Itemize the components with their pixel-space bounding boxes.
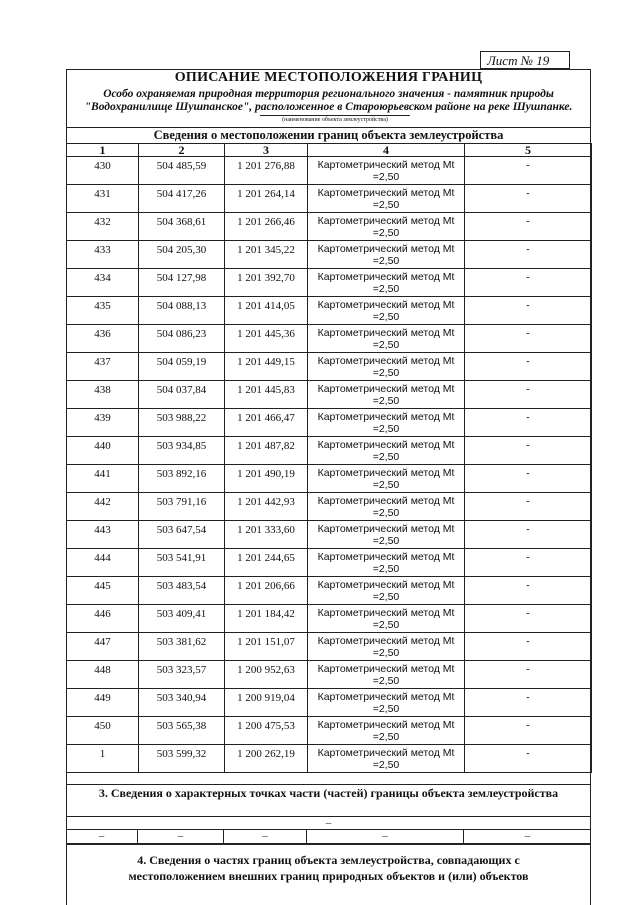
method-text: Картометрический метод Mt	[317, 467, 455, 479]
section-3-row	[66, 829, 591, 843]
column-header: 2	[139, 144, 225, 157]
table-row	[67, 437, 592, 465]
coordinate-x: 504 059,19	[156, 356, 207, 368]
coordinate-x: 503 323,57	[156, 664, 207, 676]
table-row	[67, 381, 592, 409]
coordinate-x: 503 791,16	[156, 496, 207, 508]
point-number: 448	[94, 664, 111, 676]
point-number: 450	[94, 720, 111, 732]
coordinate-x: 503 340,94	[156, 692, 207, 704]
coordinate-x: 504 485,59	[156, 160, 207, 172]
method-text: Картометрический метод Mt	[317, 663, 455, 675]
point-number: 433	[94, 244, 111, 256]
coordinate-y: 1 201 206,66	[237, 580, 295, 592]
table-row	[67, 353, 592, 381]
table-row	[67, 661, 592, 689]
method-text: Картометрический метод Mt	[317, 383, 455, 395]
coordinate-x: 503 381,62	[156, 636, 207, 648]
section-3-cell: –	[307, 829, 464, 843]
column-5-value: -	[526, 607, 530, 619]
column-5-value: -	[526, 635, 530, 647]
table-row	[67, 213, 592, 241]
coordinate-x: 504 127,98	[156, 272, 207, 284]
table-row	[67, 241, 592, 269]
subtitle-line-2: "Водохранилище Шушпанское", расположенное в Староюрьевском районе на реке Шушпанке.	[84, 101, 573, 113]
column-5-value: -	[526, 551, 530, 563]
coordinate-y: 1 201 333,60	[237, 524, 295, 536]
column-5-value: -	[526, 187, 530, 199]
coordinate-x: 503 599,32	[156, 748, 207, 760]
method-accuracy: =2,50	[372, 283, 400, 295]
column-5-value: -	[526, 495, 530, 507]
column-5-value: -	[526, 243, 530, 255]
coordinate-x: 503 565,38	[156, 720, 207, 732]
method-accuracy: =2,50	[372, 451, 400, 463]
coordinate-x: 503 483,54	[156, 580, 207, 592]
method-text: Картометрический метод Mt	[317, 691, 455, 703]
method-accuracy: =2,50	[372, 367, 400, 379]
coordinate-y: 1 201 264,14	[237, 188, 295, 200]
method-text: Картометрический метод Mt	[317, 271, 455, 283]
point-number: 434	[94, 272, 111, 284]
point-number: 441	[94, 468, 111, 480]
table-row	[67, 717, 592, 745]
method-accuracy: =2,50	[372, 703, 400, 715]
table-row	[67, 633, 592, 661]
table-row	[67, 521, 592, 549]
section-4-line-2: местоположением внешних границ природных объектов и (или) объектов	[128, 869, 529, 883]
coordinate-y: 1 200 475,53	[237, 720, 295, 732]
method-text: Картометрический метод Mt	[317, 411, 455, 423]
method-text: Картометрический метод Mt	[317, 355, 455, 367]
column-5-value: -	[526, 439, 530, 451]
coordinate-x: 504 088,13	[156, 300, 207, 312]
column-5-value: -	[526, 159, 530, 171]
document-title: ОПИСАНИЕ МЕСТОПОЛОЖЕНИЯ ГРАНИЦ	[174, 70, 483, 85]
column-5-value: -	[526, 327, 530, 339]
table-header-row	[67, 144, 592, 157]
method-accuracy: =2,50	[372, 759, 400, 771]
method-accuracy: =2,50	[372, 311, 400, 323]
coordinate-y: 1 201 244,65	[237, 552, 295, 564]
point-number: 445	[94, 580, 111, 592]
coordinate-x: 503 892,16	[156, 468, 207, 480]
point-number: 440	[94, 440, 111, 452]
table-row	[67, 325, 592, 353]
method-text: Картометрический метод Mt	[317, 747, 455, 759]
method-accuracy: =2,50	[372, 731, 400, 743]
coordinate-x: 504 086,23	[156, 328, 207, 340]
method-accuracy: =2,50	[372, 423, 400, 435]
point-number: 443	[94, 524, 111, 536]
coordinate-y: 1 201 276,88	[237, 160, 295, 172]
point-number: 431	[94, 188, 111, 200]
point-number: 1	[99, 748, 106, 760]
column-5-value: -	[526, 579, 530, 591]
coordinate-y: 1 201 445,83	[237, 384, 295, 396]
column-5-value: -	[526, 467, 530, 479]
coordinate-y: 1 201 414,05	[237, 300, 295, 312]
table-row	[67, 577, 592, 605]
coordinate-y: 1 201 266,46	[237, 216, 295, 228]
column-5-value: -	[526, 663, 530, 675]
method-text: Картометрический метод Mt	[317, 635, 455, 647]
method-text: Картометрический метод Mt	[317, 719, 455, 731]
method-accuracy: =2,50	[372, 171, 400, 183]
coordinate-x: 503 988,22	[156, 412, 207, 424]
column-header: 4	[308, 144, 465, 157]
column-5-value: -	[526, 411, 530, 423]
subtitle-line-1: Особо охраняемая природная территория регионального значения - памятник природы	[103, 88, 554, 100]
method-text: Картометрический метод Mt	[317, 607, 455, 619]
method-text: Картометрический метод Mt	[317, 495, 455, 507]
method-accuracy: =2,50	[372, 395, 400, 407]
coordinate-y: 1 200 262,19	[237, 748, 295, 760]
method-accuracy: =2,50	[372, 507, 400, 519]
divider	[66, 784, 591, 785]
point-number: 430	[94, 160, 111, 172]
section-3-cell: –	[66, 829, 138, 843]
point-number: 449	[94, 692, 111, 704]
method-accuracy: =2,50	[372, 563, 400, 575]
method-accuracy: =2,50	[372, 647, 400, 659]
section-4-title	[66, 852, 591, 884]
column-5-value: -	[526, 215, 530, 227]
object-name-caption: (наименование объекта землеустройства)	[260, 115, 410, 124]
table-row	[67, 269, 592, 297]
point-number: 435	[94, 300, 111, 312]
column-header: 1	[67, 144, 139, 157]
coordinate-x: 503 541,91	[156, 552, 207, 564]
coordinates-table	[66, 143, 592, 773]
method-text: Картометрический метод Mt	[317, 523, 455, 535]
point-number: 432	[94, 216, 111, 228]
section-3-cell: –	[224, 829, 307, 843]
coordinate-x: 503 934,85	[156, 440, 207, 452]
method-text: Картометрический метод Mt	[317, 551, 455, 563]
table-row	[67, 689, 592, 717]
coordinate-y: 1 201 449,15	[237, 356, 295, 368]
point-number: 442	[94, 496, 111, 508]
column-header: 5	[465, 144, 592, 157]
table-row	[67, 549, 592, 577]
table-row	[67, 297, 592, 325]
table-row	[67, 745, 592, 773]
coordinate-y: 1 201 184,42	[237, 608, 295, 620]
method-accuracy: =2,50	[372, 339, 400, 351]
method-accuracy: =2,50	[372, 675, 400, 687]
method-text: Картометрический метод Mt	[317, 159, 455, 171]
method-text: Картометрический метод Mt	[317, 327, 455, 339]
point-number: 447	[94, 636, 111, 648]
coordinate-y: 1 201 392,70	[237, 272, 295, 284]
column-header: 3	[225, 144, 308, 157]
column-5-value: -	[526, 299, 530, 311]
coordinate-y: 1 201 487,82	[237, 440, 295, 452]
section-2-title: Сведения о местоположении границ объекта землеустройства	[153, 128, 504, 142]
section-3-cell: –	[138, 829, 224, 843]
column-5-value: -	[526, 691, 530, 703]
method-text: Картометрический метод Mt	[317, 215, 455, 227]
column-5-value: -	[526, 383, 530, 395]
table-row	[67, 157, 592, 185]
coordinate-y: 1 201 151,07	[237, 636, 295, 648]
coordinate-x: 504 417,26	[156, 188, 207, 200]
column-5-value: -	[526, 523, 530, 535]
coordinate-y: 1 201 490,19	[237, 468, 295, 480]
column-5-value: -	[526, 719, 530, 731]
point-number: 446	[94, 608, 111, 620]
coordinate-x: 504 205,30	[156, 244, 207, 256]
section-3-title: 3. Сведения о характерных точках части (частей) границы объекта землеустройства	[98, 786, 559, 800]
point-number: 439	[94, 412, 111, 424]
coordinate-y: 1 200 952,63	[237, 664, 295, 676]
section-4-line-1: 4. Сведения о частях границ объекта землеустройства, совпадающих с	[137, 853, 520, 867]
method-text: Картометрический метод Mt	[317, 243, 455, 255]
table-row	[67, 465, 592, 493]
column-5-value: -	[526, 271, 530, 283]
method-text: Картометрический метод Mt	[317, 579, 455, 591]
coordinate-y: 1 201 442,93	[237, 496, 295, 508]
coordinate-y: 1 201 345,22	[237, 244, 295, 256]
coordinate-y: 1 201 466,47	[237, 412, 295, 424]
coordinate-y: 1 200 919,04	[237, 692, 295, 704]
coordinate-x: 504 368,61	[156, 216, 207, 228]
coordinate-x: 503 409,41	[156, 608, 207, 620]
method-accuracy: =2,50	[372, 199, 400, 211]
method-accuracy: =2,50	[372, 619, 400, 631]
method-accuracy: =2,50	[372, 479, 400, 491]
coordinate-x: 503 647,54	[156, 524, 207, 536]
point-number: 436	[94, 328, 111, 340]
sheet-number: Лист № 19	[480, 51, 570, 69]
method-accuracy: =2,50	[372, 227, 400, 239]
method-text: Картометрический метод Mt	[317, 187, 455, 199]
column-5-value: -	[526, 747, 530, 759]
coordinate-y: 1 201 445,36	[237, 328, 295, 340]
method-accuracy: =2,50	[372, 255, 400, 267]
coordinate-x: 504 037,84	[156, 384, 207, 396]
divider	[66, 843, 591, 845]
table-row	[67, 493, 592, 521]
method-text: Картометрический метод Mt	[317, 299, 455, 311]
point-number: 444	[94, 552, 111, 564]
point-number: 437	[94, 356, 111, 368]
column-5-value: -	[526, 355, 530, 367]
point-number: 438	[94, 384, 111, 396]
section-3-dash: –	[325, 817, 332, 829]
method-accuracy: =2,50	[372, 591, 400, 603]
method-accuracy: =2,50	[372, 535, 400, 547]
table-row	[67, 185, 592, 213]
table-row	[67, 409, 592, 437]
method-text: Картометрический метод Mt	[317, 439, 455, 451]
section-3-cell: –	[524, 830, 531, 842]
table-row	[67, 605, 592, 633]
